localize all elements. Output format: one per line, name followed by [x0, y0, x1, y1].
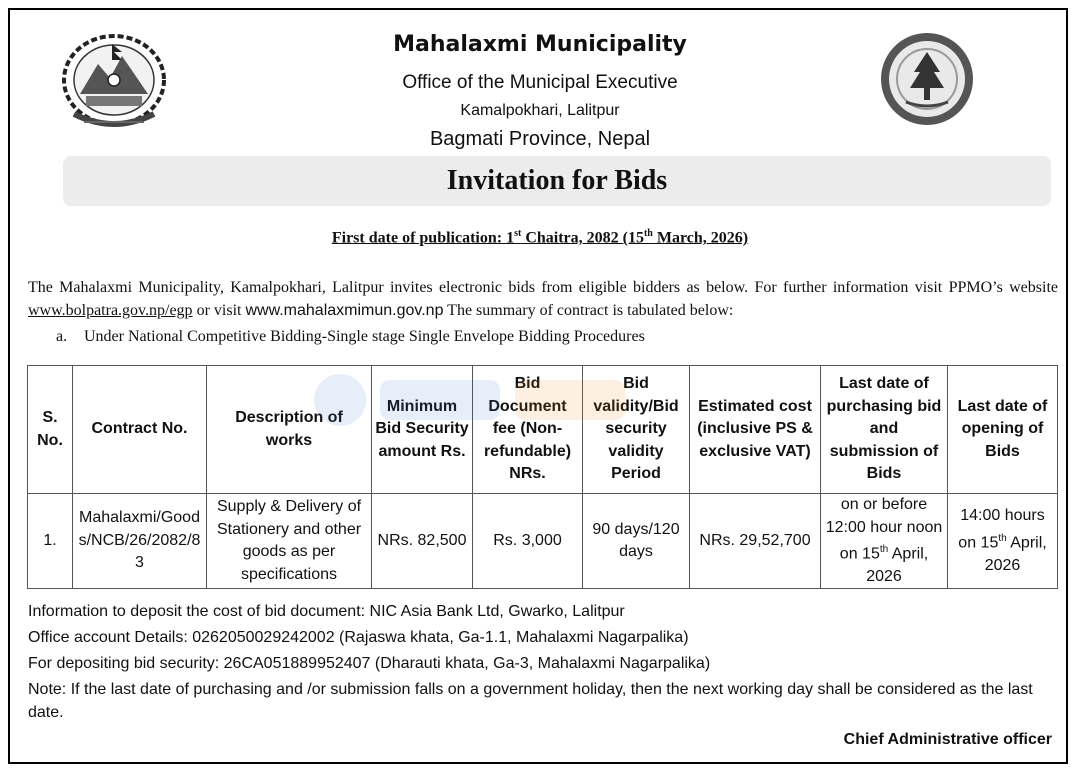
col-header-validity: Bid validity/Bid security validity Period [583, 366, 690, 494]
cell-contract-no: Mahalaxmi/Goods/NCB/26/2082/83 [73, 494, 207, 589]
col-header-doc-fee: Bid Document fee (Non-refundable) NRs. [473, 366, 583, 494]
office-address: Kamalpokhari, Lalitpur [460, 102, 620, 119]
holiday-note: Note: If the last date of purchasing and /or submission falls on a government holiday, then the next working day shall be considered as the last date. [28, 681, 1033, 721]
bids-table [27, 365, 1058, 589]
col-header-sn: S. No. [28, 366, 73, 494]
bolpatra-link[interactable]: www.bolpatra.gov.np/egp [28, 302, 193, 319]
cell-estimated-cost: NRs. 29,52,700 [690, 494, 821, 589]
account-info: Office account Details: 0262050029242002 (Rajaswa khata, Ga-1.1, Mahalaxmi Nagarpalika) [28, 629, 689, 646]
notice-title: Invitation for Bids [63, 156, 1051, 206]
cell-validity: 90 days/120 days [583, 494, 690, 589]
col-header-estimated-cost: Estimated cost (inclusive PS & exclusive VAT) [690, 366, 821, 494]
province-name: Bagmati Province, Nepal [429, 128, 651, 150]
municipality-website-link[interactable]: www.mahalaxmimun.gov.np [245, 302, 444, 319]
signatory: Chief Administrative officer [843, 731, 1052, 748]
cell-doc-fee: Rs. 3,000 [473, 494, 583, 589]
security-info: For depositing bid security: 26CA051889952407 (Dharauti khata, Ga-3, Mahalaxmi Nagarpalika) [28, 655, 711, 672]
intro-paragraph: The Mahalaxmi Municipality, Kamalpokhari, Lalitpur invites electronic bids from eligible bidders as below. For further information visit PPMO’s website www.bolpatra.gov.np/egp or visit www.mahalaxmimun.gov.np The summary of contract is tabulated below: [28, 279, 1058, 319]
cell-sn: 1. [28, 494, 73, 589]
table-header-row [28, 366, 1058, 494]
col-header-description: Description of works [207, 366, 372, 494]
col-header-last-purchase: Last date of purchasing bid and submission of Bids [821, 366, 948, 494]
col-header-bid-security: Minimum Bid Security amount Rs. [372, 366, 473, 494]
cell-bid-security: NRs. 82,500 [372, 494, 473, 589]
municipality-name: Mahalaxmi Municipality [393, 32, 687, 57]
col-header-opening: Last date of opening of Bids [948, 366, 1058, 494]
publication-date: First date of publication: 1st Chaitra, 2082 (15th March, 2026) [331, 228, 749, 247]
municipality-logo-icon [878, 30, 976, 128]
office-name: Office of the Municipal Executive [402, 72, 678, 93]
cell-description: Supply & Delivery of Stationery and other goods as per specifications [207, 494, 372, 589]
cell-opening: 14:00 hours on 15th April, 2026 [948, 494, 1058, 589]
bank-info: Information to deposit the cost of bid document: NIC Asia Bank Ltd, Gwarko, Lalitpur [28, 603, 625, 620]
table-row [28, 494, 1058, 589]
notice-page [8, 8, 1068, 764]
col-header-contract-no: Contract No. [73, 366, 207, 494]
cell-last-purchase: on or before 12:00 hour noon on 15th April, 2026 [821, 494, 948, 589]
procedure-item: a. Under National Competitive Bidding-Single stage Single Envelope Bidding Procedures [56, 328, 645, 345]
